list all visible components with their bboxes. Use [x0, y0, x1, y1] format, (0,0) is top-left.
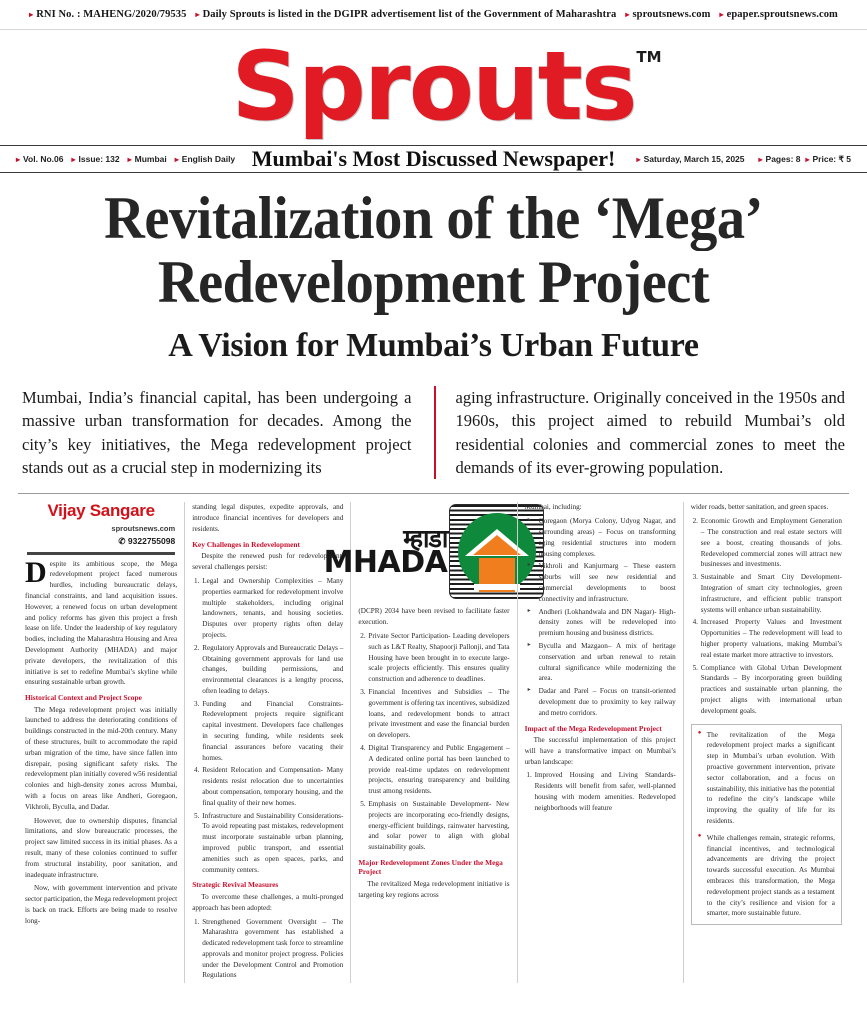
headline-line-2: Redevelopment Project	[157, 248, 710, 315]
headline-subhead: A Vision for Mumbai’s Urban Future	[168, 327, 699, 365]
list-item: 4. Digital Transparency and Public Engagement – A dedicated online portal has been launched to provide real-time updates on redevelopment projects, ensuring transparency and building trust among residents.	[367, 743, 509, 797]
mhada-logo-block	[323, 504, 509, 599]
publication-date-value: Saturday, March 15, 2025	[643, 154, 745, 164]
logo-house-base	[474, 584, 520, 590]
column-1	[18, 502, 184, 983]
col2-subhead-revival: Strategic Revival Measures	[192, 880, 279, 890]
list-item: ▸ Goregaon (Morya Colony, Udyog Nagar, and surrounding areas) – Focus on transforming aging residential structures into modern housing complexes.	[534, 516, 676, 559]
sprouts-logo: Sprouts	[231, 31, 636, 142]
list-item: 1. Strengthened Government Oversight – The Maharashtra government has established a dedicated redevelopment task force to streamline approvals and monitor project progress. Policies under the Development Control and Promotion Regulations	[201, 917, 343, 982]
col1-p3: Now, with government intervention and private sector participation, the Mega redevelopment project is back on track. Efforts are being made to resolve long-	[25, 884, 178, 925]
top-strip-item-rni	[29, 9, 186, 20]
list-item: ▸ Byculla and Mazgaon– A mix of heritage conservation and urban renewal to retain cultural significance while modernizing the area.	[534, 641, 676, 684]
author-name: Vijay Sangare	[47, 501, 155, 521]
headline-line-1: Revitalization of the ‘Mega’	[104, 185, 763, 251]
col2-revival-list	[192, 917, 343, 982]
info-bar-right	[637, 154, 851, 165]
conclusion-box	[691, 724, 842, 926]
list-item: 1. Legal and Ownership Complexities – Many properties earmarked for redevelopment involve multiple stakeholders, including original landowners, tenants, and housing societies. Disputes over property rights often delay projects.	[201, 576, 343, 641]
lead-paragraph: Despite its ambitious scope, the Mega redevelopment project faced numerous hurdles, including bureaucratic delays, financial constraints, and land acquisition issues. However, a renewed focus on urban development and policy reforms has given this project a fresh lease on life. Under the leadership of key regulatory bodies, including the Maharashtra Housing and Area Development Authority (MHADA) and major private developers, the revitalization of this initiative is set to redefine Mumbai’s skyline while ensuring sustainable urban growth.	[25, 555, 178, 687]
list-item: ▸ Vikhroli and Kanjurmarg – These eastern suburbs will see new residential and commercial developments to boost connectivity and infrastructure.	[534, 561, 676, 604]
col3-measures-list	[358, 631, 509, 853]
main-headline-block	[0, 173, 867, 370]
list-item: 2. Economic Growth and Employment Generation – The construction and real estate sectors will see a boost, creating thousands of jobs. Redeveloped commercial zones will attract new businesses and investments.	[700, 516, 842, 570]
col4-subhead-impact: Impact of the Mega Redevelopment Project	[524, 723, 662, 733]
issue-label	[71, 154, 119, 164]
col2-p2: To overcome these challenges, a multi-pronged approach has been adopted:	[192, 892, 344, 912]
top-strip-item-epaper-label: epaper.sproutsnews.com	[726, 9, 838, 20]
price-value: Price: ₹ 5	[812, 153, 851, 164]
col1-p1: The Mega redevelopment project was initially launched to address the deteriorating conditions of buildings constructed in the mid-20th century. Many of these structures, built to accommodate the rapid urban migration of the time, have since fallen into disrepair, posing significant safety risks. The redevelopment plan initially covered w56 residential colonies and high-density zones across Mumbai, with a focus on areas like Andheri, Goregaon, Vikhroli, Byculla, and Dadar.	[25, 705, 178, 811]
top-strip-item-dgipr-label: Daily Sprouts is listed in the DGIPR advertisement list of the Government of Maharashtra	[202, 9, 617, 20]
byline-rule	[27, 552, 175, 555]
column-3	[323, 502, 516, 983]
arrow-bullet-icon: ▸	[71, 155, 76, 164]
list-item: ● The revitalization of the Mega redevelopment project marks a significant step in Mumbai’s urban evolution. With proactive government intervention, private sector collaboration, and a focus on sustainability, this initiative has the potential to redefine the city’s landscape while improving the quality of life for its residents.	[698, 730, 835, 827]
col3-p1: The revitalized Mega redevelopment initiative is targeting key regions across	[358, 879, 510, 899]
col1-p2: However, due to ownership disputes, financial limitations, and slow bureaucratic processes, the project saw limited success in its initial phases. As a result, many of these colonies continued to suffer from structural instability, poor sanitation, and inadequate infrastructure.	[25, 816, 178, 879]
column-4	[517, 502, 683, 983]
city-label	[128, 154, 167, 164]
arrow-bullet-icon: ▸	[758, 155, 763, 164]
language-value: English Daily	[181, 154, 236, 164]
price	[806, 154, 852, 165]
col5-continuation: wider roads, better sanitation, and green spaces.	[690, 503, 829, 512]
list-item: ▸ Dadar and Parel – Focus on transit-oriented development due to proximity to key railway and metro corridors.	[534, 686, 676, 718]
top-strip-item-website[interactable]	[625, 9, 710, 20]
col4-impact-list	[525, 770, 676, 813]
list-item: 5. Infrastructure and Sustainability Considerations-To avoid repeating past mistakes, redevelopment must incorporate sustainable urban planning, improved public transport, and essential amenities such as open spaces, parks, and community centers.	[201, 811, 343, 876]
volume-value: Vol. No.06	[23, 154, 64, 164]
newspaper-tagline: Mumbai's Most Discussed Newspaper!	[251, 146, 616, 171]
pages-price-group	[759, 154, 851, 165]
arrow-bullet-icon: ▸	[16, 155, 21, 164]
col1-subhead: Historical Context and Project Scope	[25, 693, 142, 703]
list-item: ▸ Andheri (Lokhandwala and DN Nagar)- High-density zones will be redeveloped into premium housing and business districts.	[534, 607, 676, 639]
col5-impact-list	[691, 516, 842, 716]
article-columns	[18, 502, 849, 983]
standfirst-right: aging infrastructure. Originally conceived in the 1950s and 1960s, this project aimed to rebuild Mumbai’s old residential colonies and commercial zones to meet the demands of its ever-growing population.	[434, 386, 846, 480]
arrow-bullet-icon: ▸	[805, 154, 810, 164]
top-strip-item-website-label: sproutsnews.com	[632, 9, 711, 20]
top-info-strip	[0, 0, 867, 30]
arrow-bullet-icon: ▸	[719, 10, 724, 19]
top-strip-items	[29, 9, 838, 20]
list-item: 5. Emphasis on Sustainable Development- New projects are incorporating eco-friendly designs, energy-efficient buildings, rainwater harvesting, and solar power to align with global sustainability goals.	[367, 799, 509, 853]
standfirst-intro	[22, 386, 845, 480]
trademark-symbol: TM	[636, 47, 662, 66]
top-strip-item-dgipr	[195, 9, 616, 20]
author-byline	[25, 502, 177, 558]
col4-p1: The successful implementation of this project will have a transformative impact on Mumbai’s urban landscape:	[524, 736, 676, 766]
arrow-bullet-icon: ▸	[195, 10, 200, 19]
volume-label	[16, 154, 63, 164]
mhada-wordmark	[323, 523, 448, 580]
top-strip-item-epaper[interactable]	[719, 9, 837, 20]
column-5	[683, 502, 849, 983]
col2-subhead-challenges: Key Challenges in Redevelopment	[192, 539, 300, 549]
conclusion-list	[698, 730, 835, 920]
top-strip-item-rni-label: RNI No. : MAHENG/2020/79535	[36, 9, 187, 20]
list-item: 4. Increased Property Values and Investment Opportunities – The redevelopment will lead to higher property valuations, making Mumbai’s real estate market more attractive to investors.	[700, 617, 842, 660]
col2-continuation: standing legal disputes, expedite approvals, and introduce financial incentives for developers and residents.	[192, 503, 344, 534]
mhada-english-text: MHADA	[323, 544, 448, 580]
list-item: 3. Financial Incentives and Subsidies – The government is offering tax incentives, subsidized loans, and redevelopment bonds to attract private investment and ease the financial burden on developers.	[367, 687, 509, 741]
col4-continuation: Mumbai, including:	[524, 503, 582, 512]
arrow-bullet-icon: ▸	[29, 10, 34, 19]
publication-info-bar	[0, 145, 867, 173]
standfirst-left: Mumbai, India’s financial capital, has been undergoing a massive urban transformation for decades. Among the city’s key initiatives, the Mega redevelopment project stands out as a crucial step in modernizing its	[22, 387, 412, 478]
divider-rule	[18, 493, 849, 494]
list-item: 2. Regulatory Approvals and Bureaucratic Delays – Obtaining government approvals for land use changes, building permissions, and environmental clearances is a lengthy process, often leading to delays.	[201, 643, 343, 697]
issue-value: Issue: 132	[78, 154, 120, 164]
list-item: 3. Funding and Financial Constraints- Redevelopment projects require significant capital investment. Developers face challenges in securing funding, while residents seek financial assurances before vacating their homes.	[201, 699, 343, 764]
masthead-logo-wrap	[231, 31, 662, 142]
arrow-bullet-icon: ▸	[636, 155, 641, 164]
pages-count	[759, 154, 801, 164]
masthead	[0, 30, 867, 145]
author-phone-value: 9322755098	[127, 536, 176, 547]
list-item: 1. Improved Housing and Living Standards- Residents will benefit from safer, well-planned housing with modern amenities. Redeveloped neighborhoods will feature	[534, 770, 676, 813]
list-item: 2. Private Sector Participation- Leading developers such as L&T Realty, Shapoorji Pallonji, and Tata Housing have been brought in to execute large-scale projects efficiently. This ensures quality construction and adherence to deadlines.	[367, 631, 509, 685]
col3-continuation: (DCPR) 2034 have been revised to facilitate faster execution.	[358, 607, 510, 627]
col2-p1: Despite the renewed push for redevelopment, several challenges persist:	[192, 552, 344, 572]
arrow-bullet-icon: ▸	[127, 155, 132, 164]
publication-date	[637, 154, 745, 164]
city-value: Mumbai	[134, 154, 167, 164]
info-bar-left	[16, 154, 235, 164]
col2-challenges-list	[192, 576, 343, 876]
mhada-devanagari-text: म्हाडा	[403, 523, 448, 553]
logo-house-roof-inner	[473, 535, 521, 555]
arrow-bullet-icon: ▸	[174, 155, 179, 164]
list-item: 3. Sustainable and Smart City Development- Integration of smart city technologies, green infrastructure, and efficient public transport systems will enhance urban sustainability.	[700, 572, 842, 615]
phone-icon: ✆	[118, 536, 126, 547]
author-phone	[27, 535, 175, 548]
arrow-bullet-icon: ▸	[625, 10, 630, 19]
col3-subhead-zones: Major Redevelopment Zones Under the Mega Project	[358, 858, 503, 877]
list-item: ● While challenges remain, strategic reforms, financial incentives, and technological advancements are driving the project towards successful execution. As Mumbai embraces this transformation, the Mega redevelopment project stands as a testament to the city’s resilience and vision for a smarter, more sustainable future.	[698, 833, 835, 919]
pages-count-value: Pages: 8	[765, 154, 801, 164]
author-website[interactable]: sproutsnews.com	[111, 524, 176, 534]
list-item: 5. Compliance with Global Urban Development Standards – By incorporating green building practices and sustainable urban planning, the project aligns with international urban development goals.	[700, 663, 842, 717]
language-label	[175, 154, 235, 164]
col4-zones-list	[525, 516, 676, 718]
list-item: 4. Resident Relocation and Compensation- Many residents resist relocation due to uncertainties about compensation, temporary housing, and the final quality of their new homes.	[201, 765, 343, 808]
